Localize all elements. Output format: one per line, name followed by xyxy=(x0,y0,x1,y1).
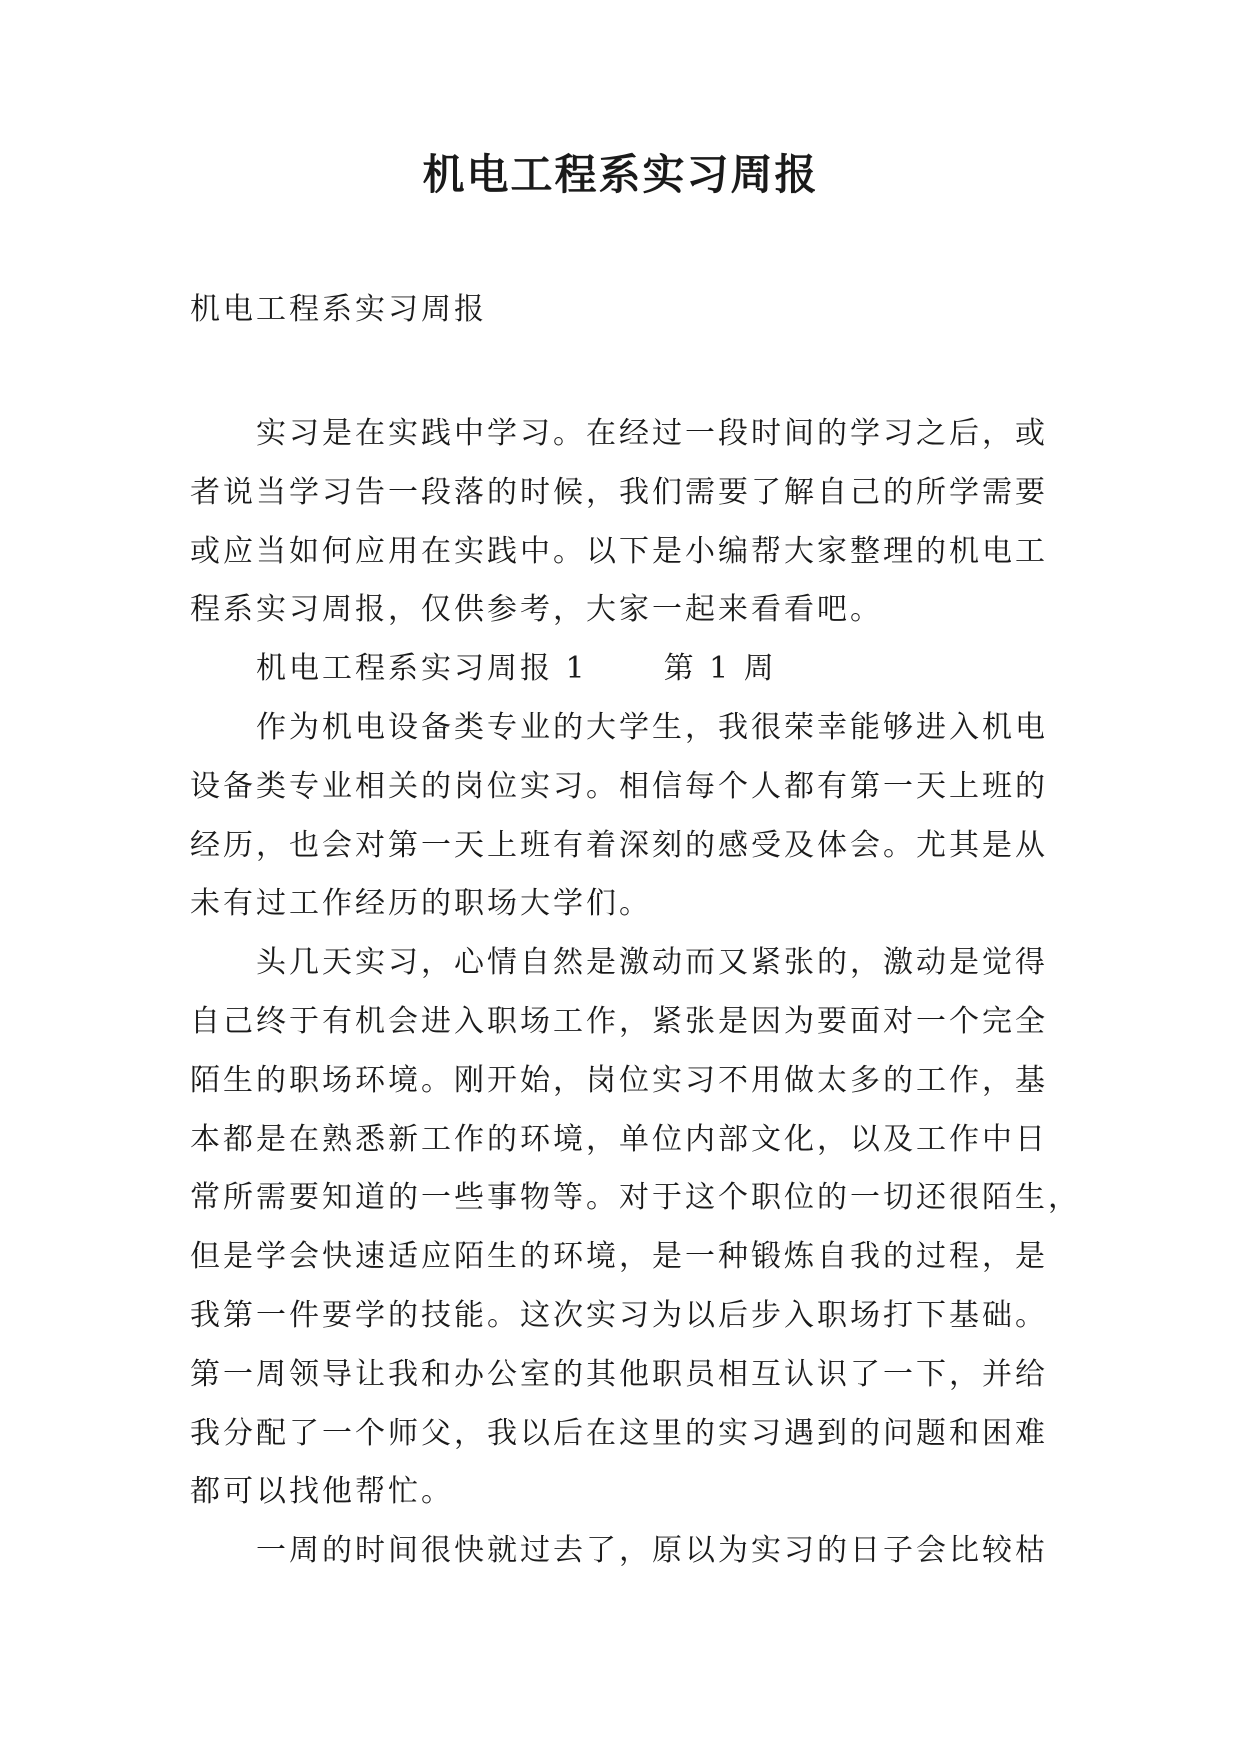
section-heading-label: 机电工程系实习周报 1 xyxy=(256,651,588,687)
text-line: 都可以找他帮忙。 xyxy=(190,1474,454,1510)
text-line: 未有过工作经历的职场大学们。 xyxy=(190,886,652,922)
text-line: 常所需要知道的一些事物等。对于这个职位的一切还很陌生， xyxy=(190,1180,1081,1216)
section-heading xyxy=(190,640,1050,699)
text-line: 经历，也会对第一天上班有着深刻的感受及体会。尤其是从 xyxy=(190,827,1048,863)
text-line: 本都是在熟悉新工作的环境，单位内部文化，以及工作中日 xyxy=(190,1121,1048,1157)
text-line: 者说当学习告一段落的时候，我们需要了解自己的所学需要 xyxy=(190,474,1048,510)
text-line: 但是学会快速适应陌生的环境，是一种锻炼自我的过程，是 xyxy=(190,1239,1048,1275)
text-line: 我第一件要学的技能。这次实习为以后步入职场打下基础。 xyxy=(190,1297,1048,1333)
text-line: 实习是在实践中学习。在经过一段时间的学习之后，或 xyxy=(256,416,1048,451)
text-line: 自己终于有机会进入职场工作，紧张是因为要面对一个完全 xyxy=(190,1003,1048,1039)
text-line: 作为机电设备类专业的大学生，我很荣幸能够进入机电 xyxy=(256,709,1048,745)
text-line: 或应当如何应用在实践中。以下是小编帮大家整理的机电工 xyxy=(190,533,1048,569)
section-heading-week: 第 1 周 xyxy=(663,651,777,687)
text-line: 设备类专业相关的岗位实习。相信每个人都有第一天上班的 xyxy=(190,768,1048,804)
body-paragraph-2 xyxy=(190,934,1081,1522)
text-line: 陌生的职场环境。刚开始，岗位实习不用做太多的工作，基 xyxy=(190,1062,1048,1098)
text-line: 第一周领导让我和办公室的其他职员相互认识了一下，并给 xyxy=(190,1356,1048,1392)
intro-paragraph xyxy=(190,405,1050,640)
document-title: 机电工程系实习周报 xyxy=(422,150,819,199)
document-body xyxy=(190,405,1081,1581)
document-subtitle: 机电工程系实习周报 xyxy=(190,292,487,327)
body-paragraph-1 xyxy=(190,699,1050,934)
text-line: 我分配了一个师父，我以后在这里的实习遇到的问题和困难 xyxy=(190,1415,1048,1451)
text-line: 头几天实习，心情自然是激动而又紧张的，激动是觉得 xyxy=(256,945,1048,981)
body-paragraph-3 xyxy=(190,1522,1050,1581)
text-line: 一周的时间很快就过去了，原以为实习的日子会比较枯 xyxy=(256,1533,1048,1569)
text-line: 程系实习周报，仅供参考，大家一起来看看吧。 xyxy=(190,592,883,628)
